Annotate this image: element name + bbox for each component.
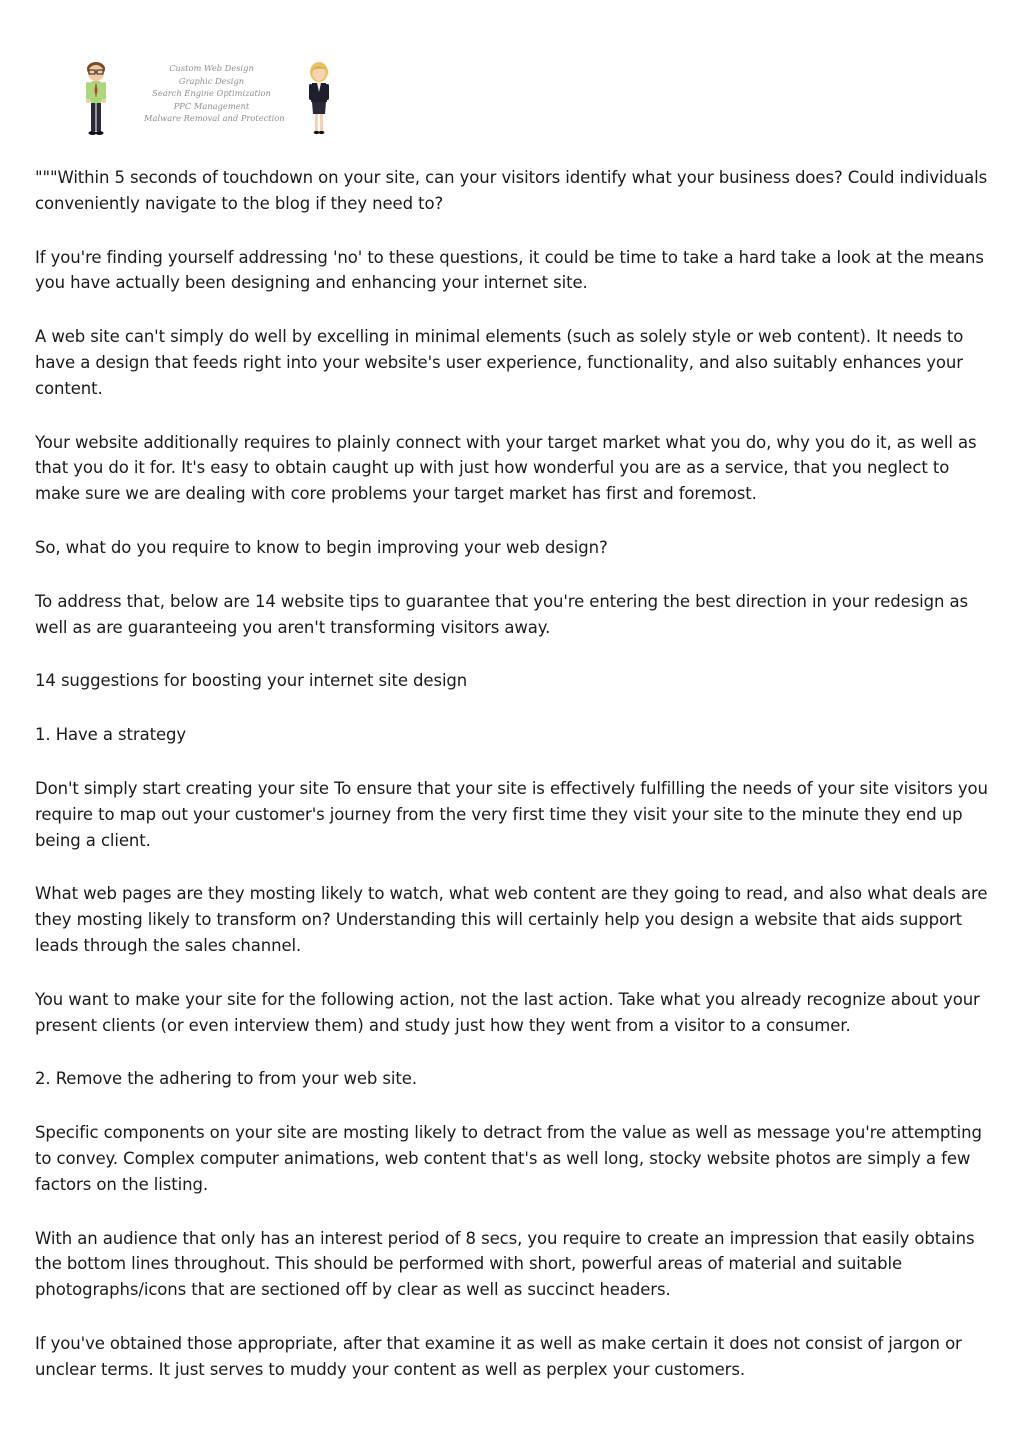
section-heading: 1. Have a strategy xyxy=(35,725,187,745)
logo-line: Graphic Design xyxy=(178,75,245,86)
article-paragraph: Specific components on your site are mosting likely to detract from the value as well as message you're attempting to convey. Complex computer animations, web content that's as well long, stocky website photos are simply a few factors on the listing. xyxy=(35,1123,982,1194)
man-character-illustration xyxy=(82,60,110,136)
article-paragraph: You want to make your site for the following action, not the last action. Take what you already recognize about your present clients (or even interview them) and study just how they went from a visitor to a consumer. xyxy=(35,989,980,1035)
article-paragraph: Your website additionally requires to plainly connect with your target market what you do, why you do it, as well as that you do it for. It's easy to obtain caught up with just how wonderful you are as a service, that you neglect to make sure we are dealing with core problems your target market has first and foremost. xyxy=(35,432,977,504)
logo-line: Malware Removal and Protection xyxy=(144,113,285,124)
article-paragraph: What web pages are they mosting likely to watch, what web content are they going to read, and also what deals are they mosting likely to transform on? Understanding this will certainly help you design a website that aids support leads through the sales channel. xyxy=(35,884,988,955)
woman-character-illustration xyxy=(306,60,332,136)
section-heading: 2. Remove the adhering to from your web site. xyxy=(35,1069,417,1089)
article-paragraph: So, what do you require to know to begin improving your web design? xyxy=(35,537,608,557)
header-banner xyxy=(78,58,348,138)
company-logo-text xyxy=(144,62,285,125)
logo-line: Search Engine Optimization xyxy=(152,88,271,99)
article-paragraph: """Within 5 seconds of touchdown on your site, can your visitors identify what your business does? Could individuals conveniently navigate to the blog if they need to? xyxy=(35,168,988,213)
article-paragraph: If you've obtained those appropriate, after that examine it as well as make certain it does not consist of jargon or unclear terms. It just serves to muddy your content as well as perplex your customers. xyxy=(35,1333,962,1379)
logo-line: PPC Management xyxy=(173,100,250,111)
article-heading: 14 suggestions for boosting your internet site design xyxy=(35,671,468,691)
article-paragraph: Don't simply start creating your site To ensure that your site is effectively fulfilling the needs of your site visitors you require to map out your customer's journey from the very first time they visit your site to the minute they end up being a client. xyxy=(35,778,988,850)
logo-line: Custom Web Design xyxy=(169,63,254,73)
article-paragraph: If you're finding yourself addressing 'no' to these questions, it could be time to take a hard take a look at the means you have actually been designing and enhancing your internet site. xyxy=(35,247,984,293)
article-body xyxy=(35,165,993,1411)
article-paragraph: With an audience that only has an interest period of 8 secs, you require to create an impression that easily obtains the bottom lines throughout. This should be performed with short, powerful areas of material and suitable photographs/icons that are sectioned off by clear as well as succinct headers. xyxy=(35,1228,975,1300)
article-paragraph: To address that, below are 14 website tips to guarantee that you're entering the best direction in your redesign as well as are guaranteeing you aren't transforming visitors away. xyxy=(35,591,969,637)
article-paragraph: A web site can't simply do well by excelling in minimal elements (such as solely style or web content). It needs to have a design that feeds right into your website's user experience, functionality, and also suitably enhances your content. xyxy=(35,327,964,398)
